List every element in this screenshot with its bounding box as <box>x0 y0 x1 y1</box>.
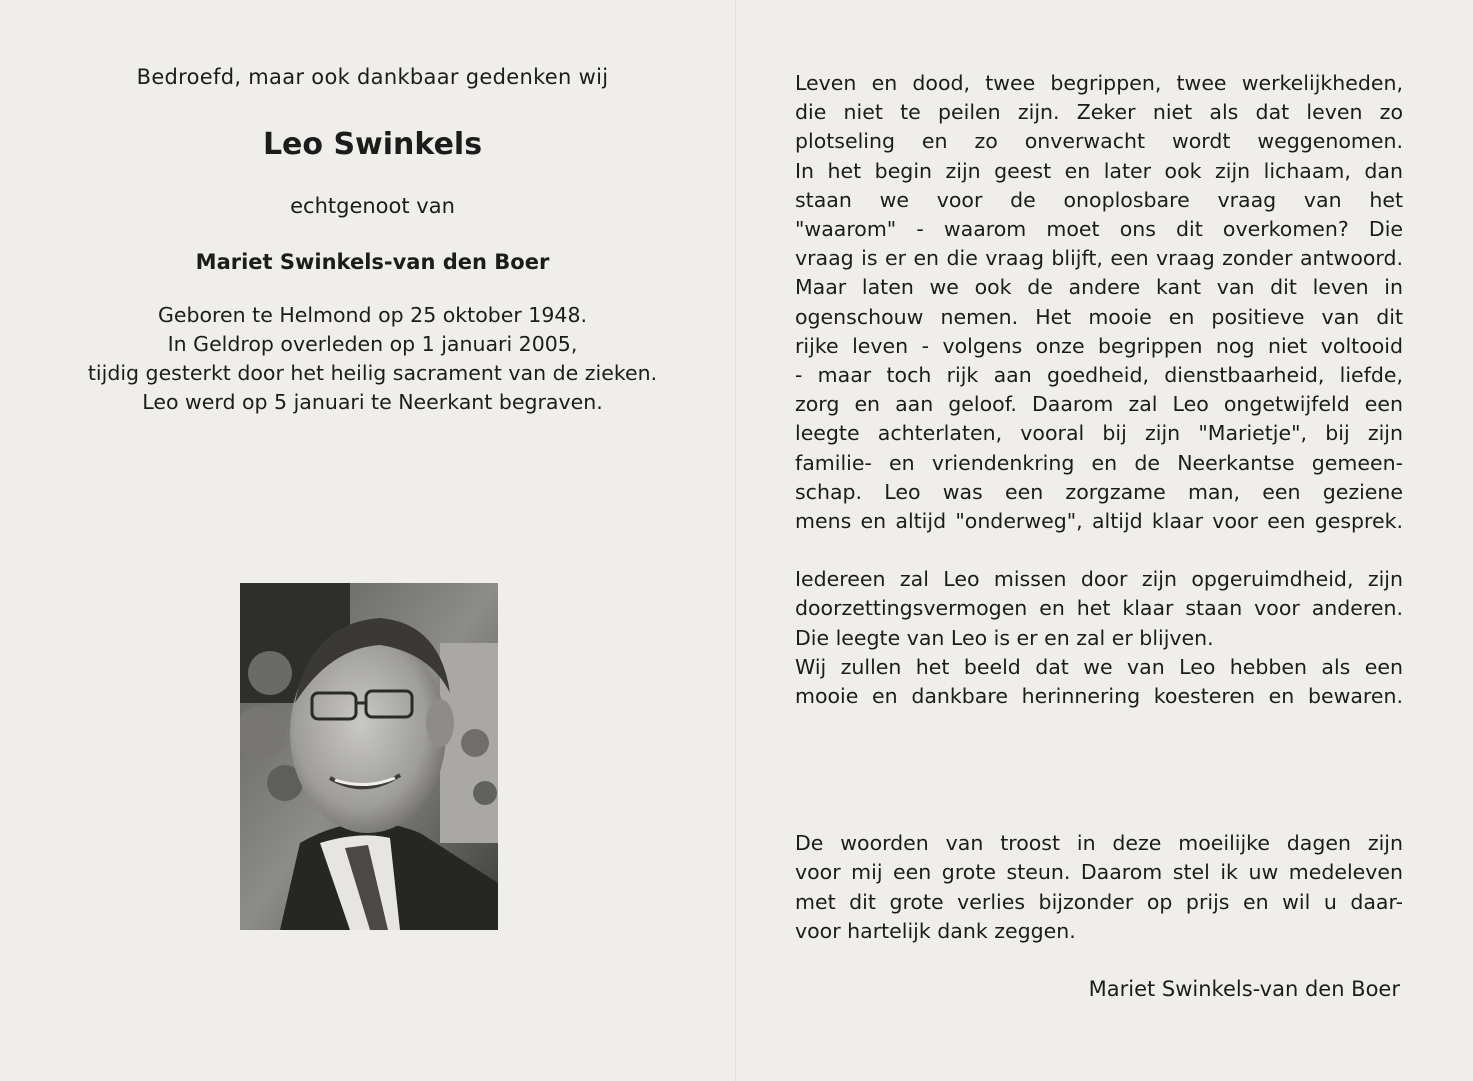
paragraph-remembrance <box>795 565 1403 711</box>
paragraph-reflection <box>795 69 1403 536</box>
remembrance-line: Wij zullen het beeld dat we van Leo hebben als een <box>795 654 1403 679</box>
portrait-photo <box>240 583 498 930</box>
signature: Mariet Swinkels-van den Boer <box>1088 977 1400 1001</box>
reflection-line: leegte achterlaten, vooral bij zijn "Marietje", bij zijn <box>795 421 1403 446</box>
death-line: In Geldrop overleden op 1 januari 2005, <box>167 332 578 356</box>
portrait-image <box>240 583 498 930</box>
reflection-line: In het begin zijn geest en later ook zijn lichaam, dan <box>795 158 1403 183</box>
birth-line: Geboren te Helmond op 25 oktober 1948. <box>158 303 587 327</box>
remembrance-line: mooie en dankbare herinnering koesteren en bewaren. <box>795 684 1403 709</box>
reflection-line: ogenschouw nemen. Het mooie en positieve van dit <box>795 304 1403 329</box>
spouse-label: echtgenoot van <box>290 194 455 218</box>
reflection-line: schap. Leo was een zorgzame man, een geziene <box>795 479 1403 504</box>
intro-text: Bedroefd, maar ook dankbaar gedenken wij <box>136 65 609 89</box>
paragraph-thanks <box>795 829 1403 946</box>
left-panel <box>40 62 705 417</box>
reflection-line: rijke leven - volgens onze begrippen nog niet voltooid <box>795 333 1403 358</box>
reflection-line: mens en altijd "onderweg", altijd klaar voor een gesprek. <box>795 509 1403 534</box>
thanks-line: voor hartelijk dank zeggen. <box>795 918 1076 943</box>
reflection-line: vraag is er en die vraag blijft, een vraag zonder antwoord. <box>795 246 1403 271</box>
life-facts <box>40 301 705 417</box>
reflection-line: Maar laten we ook de andere kant van dit leven in <box>795 275 1403 300</box>
right-panel <box>795 69 1403 946</box>
remembrance-line: Iedereen zal Leo missen door zijn opgeruimdheid, zijn <box>795 567 1403 592</box>
spouse-name: Mariet Swinkels-van den Boer <box>195 250 550 274</box>
reflection-line: Leven en dood, twee begrippen, twee werkelijkheden, <box>795 71 1403 95</box>
reflection-line: die niet te peilen zijn. Zeker niet als dat leven zo <box>795 100 1403 125</box>
reflection-line: plotseling en zo onverwacht wordt weggenomen. <box>795 129 1403 154</box>
remembrance-line: Die leegte van Leo is er en zal er blijven. <box>795 625 1214 650</box>
thanks-line: met dit grote verlies bijzonder op prijs en wil u daar- <box>795 889 1403 914</box>
reflection-line: zorg en aan geloof. Daarom zal Leo ongetwijfeld een <box>795 392 1403 417</box>
thanks-line: De woorden van troost in deze moeilijke dagen zijn <box>795 831 1403 856</box>
reflection-line: familie- en vriendenkring en de Neerkantse gemeen- <box>795 450 1403 475</box>
remembrance-line: doorzettingsvermogen en het klaar staan voor anderen. <box>795 596 1403 621</box>
card-fold <box>735 0 737 1081</box>
thanks-line: voor mij een grote steun. Daarom stel ik uw medeleven <box>795 860 1403 885</box>
deceased-name: Leo Swinkels <box>262 127 483 162</box>
reflection-line: "waarom" - waarom moet ons dit overkomen? Die <box>795 217 1403 242</box>
sacrament-line: tijdig gesterkt door het heilig sacrament van de zieken. <box>87 361 658 385</box>
reflection-line: - maar toch rijk aan goedheid, dienstbaarheid, liefde, <box>795 363 1403 388</box>
burial-line: Leo werd op 5 januari te Neerkant begraven. <box>142 390 603 414</box>
reflection-line: staan we voor de onoplosbare vraag van het <box>795 187 1403 212</box>
